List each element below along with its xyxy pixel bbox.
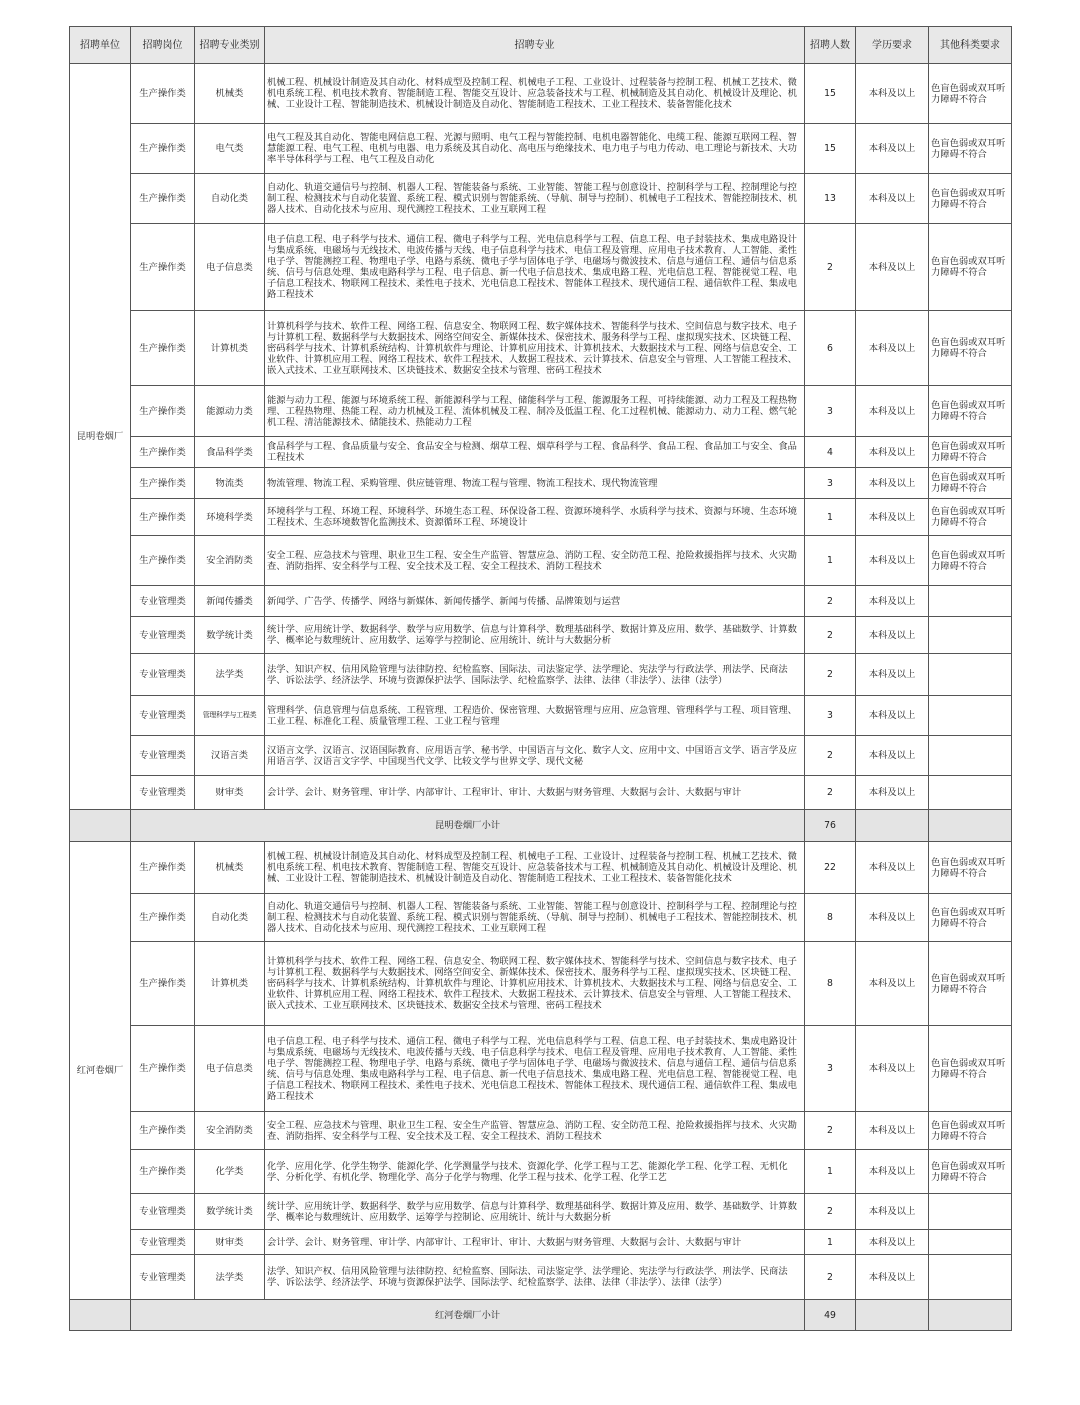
other-requirement-cell: 色盲色弱或双耳听力障碍不符合 [929, 311, 1012, 386]
table-row [70, 617, 1012, 654]
count-cell: 13 [805, 174, 856, 224]
position-cell: 专业管理类 [131, 1194, 195, 1230]
other-requirement-cell: 色盲色弱或双耳听力障碍不符合 [929, 64, 1012, 124]
other-requirement-cell: 色盲色弱或双耳听力障碍不符合 [929, 224, 1012, 311]
header-category: 招聘专业类别 [195, 27, 265, 64]
header-major: 招聘专业 [265, 27, 805, 64]
table-row [70, 311, 1012, 386]
major-cell: 电子信息工程、电子科学与技术、通信工程、微电子科学与工程、光电信息科学与工程、信息工程、电子封装技术、集成电路设计与集成系统、电磁场与无线技术、电波传播与天线、电子信息科学与技术、电信工程及管理、应用电子技术教育、人工智能、柔性电子学、智能测控工程、物理电子学、电路与系统、微电子学与固体电子学、电磁场与微波技术、信息与通信工程、通信与信息系统、信号与信息处理、集成电路科学与工程、电子信息、新一代电子信息技术、集成电路工程、光电信息工程、智能视觉工程、电子信息工程技术、物联网工程技术、柔性电子技术、光电信息工程技术、智能体工程技术、现代通信工程、通信软件工程、集成电路工程技术 [265, 224, 805, 311]
major-cell: 计算机科学与技术、软件工程、网络工程、信息安全、物联网工程、数字媒体技术、智能科学与技术、空间信息与数字技术、电子与计算机工程、数据科学与大数据技术、网络空间安全、新媒体技术、保密技术、服务科学与工程、虚拟现实技术、区块链工程、密码科学与技术、计算机系统结构、计算机软件与理论、计算机应用技术、计算机技术、大数据技术与工程、网络与信息安全、工业软件、计算机应用工程、网络工程技术、软件工程技术、人数据工程技术、云计算技术、信息安全与管理、人工智能工程技术、嵌入式技术、工业互联网技术、区块链技术、数据安全技术与管理、密码工程技术 [265, 311, 805, 386]
other-requirement-cell [929, 696, 1012, 736]
category-cell: 新闻传播类 [195, 586, 265, 617]
count-cell: 3 [805, 468, 856, 499]
unit-cell: 昆明卷烟厂 [70, 64, 131, 810]
major-cell: 物流管理、物流工程、采购管理、供应链管理、物流工程与管理、物流工程技术、现代物流管理 [265, 468, 805, 499]
header-other: 其他科类要求 [929, 27, 1012, 64]
category-cell: 食品科学类 [195, 437, 265, 468]
other-requirement-cell [929, 1194, 1012, 1230]
table-row [70, 124, 1012, 174]
category-cell: 计算机类 [195, 942, 265, 1026]
category-cell: 环境科学类 [195, 499, 265, 536]
position-cell: 生产操作类 [131, 499, 195, 536]
subtotal-blank [70, 1300, 131, 1331]
education-cell: 本科及以上 [856, 386, 929, 437]
table-row [70, 1026, 1012, 1112]
table-row [70, 536, 1012, 586]
subtotal-count: 76 [805, 810, 856, 842]
other-requirement-cell [929, 1255, 1012, 1300]
count-cell: 2 [805, 654, 856, 696]
major-cell: 电气工程及其自动化、智能电网信息工程、光源与照明、电气工程与智能控制、电机电器智能化、电缆工程、能源互联网工程、智慧能源工程、电气工程、电机与电器、电力系统及其自动化、高电压与绝缘技术、电力电子与电力传动、电工理论与新技术、大功率半导体科学与工程、电气工程及自动化 [265, 124, 805, 174]
education-cell: 本科及以上 [856, 842, 929, 894]
table-row [70, 1230, 1012, 1255]
other-requirement-cell [929, 736, 1012, 776]
major-cell: 食品科学与工程、食品质量与安全、食品安全与检测、烟草工程、烟草科学与工程、食品科学、食品工程、食品加工与安全、食品工程技术 [265, 437, 805, 468]
subtotal-blank [856, 810, 929, 842]
table-row [70, 942, 1012, 1026]
position-cell: 生产操作类 [131, 386, 195, 437]
table-row [70, 1255, 1012, 1300]
education-cell: 本科及以上 [856, 124, 929, 174]
category-cell: 自动化类 [195, 894, 265, 942]
education-cell: 本科及以上 [856, 536, 929, 586]
position-cell: 专业管理类 [131, 776, 195, 810]
other-requirement-cell [929, 1230, 1012, 1255]
category-cell: 数学统计类 [195, 1194, 265, 1230]
unit-cell: 红河卷烟厂 [70, 842, 131, 1300]
major-cell: 计算机科学与技术、软件工程、网络工程、信息安全、物联网工程、数字媒体技术、智能科学与技术、空间信息与数字技术、电子与计算机工程、数据科学与大数据技术、网络空间安全、新媒体技术、保密技术、服务科学与工程、虚拟现实技术、区块链工程、密码科学与技术、计算机系统结构、计算机软件与理论、计算机应用技术、计算机技术、大数据技术与工程、网络与信息安全、工业软件、计算机应用工程、网络工程技术、软件工程技术、大数据工程技术、云计算技术、信息安全与管理、人工智能工程技术、嵌入式技术、工业互联网技术、区块链技术、数据安全技术与管理、密码工程技术 [265, 942, 805, 1026]
table-row [70, 776, 1012, 810]
education-cell: 本科及以上 [856, 224, 929, 311]
major-cell: 法学、知识产权、信用风险管理与法律防控、纪检监察、国际法、司法鉴定学、法学理论、宪法学与行政法学、刑法学、民商法学、诉讼法学、经济法学、环境与资源保护法学、国际法学、纪检监察学、法律、法律（非法学）、法律（法学） [265, 1255, 805, 1300]
other-requirement-cell: 色盲色弱或双耳听力障碍不符合 [929, 842, 1012, 894]
header-count: 招聘人数 [805, 27, 856, 64]
major-cell: 会计学、会计、财务管理、审计学、内部审计、工程审计、审计、大数据与财务管理、大数据与会计、大数据与审计 [265, 1230, 805, 1255]
count-cell: 2 [805, 1194, 856, 1230]
count-cell: 1 [805, 1150, 856, 1194]
category-cell: 汉语言类 [195, 736, 265, 776]
education-cell: 本科及以上 [856, 776, 929, 810]
major-cell: 统计学、应用统计学、数据科学、数学与应用数学、信息与计算科学、数理基础科学、数据计算及应用、数学、基础数学、计算数学、概率论与数理统计、应用数学、运筹学与控制论、应用统计、统计与大数据分析 [265, 1194, 805, 1230]
education-cell: 本科及以上 [856, 736, 929, 776]
count-cell: 1 [805, 1230, 856, 1255]
table-body [70, 64, 1012, 1331]
subtotal-blank [929, 1300, 1012, 1331]
position-cell: 生产操作类 [131, 224, 195, 311]
position-cell: 生产操作类 [131, 536, 195, 586]
position-cell: 生产操作类 [131, 437, 195, 468]
education-cell: 本科及以上 [856, 1150, 929, 1194]
other-requirement-cell: 色盲色弱或双耳听力障碍不符合 [929, 1112, 1012, 1150]
subtotal-blank [70, 810, 131, 842]
category-cell: 机械类 [195, 64, 265, 124]
major-cell: 电子信息工程、电子科学与技术、通信工程、微电子科学与工程、光电信息科学与工程、信息工程、电子封装技术、集成电路设计与集成系统、电磁场与无线技术、电波传播与天线、电子信息科学与技术、电信工程及管理、应用电子技术教育、人工智能、柔性电子学、智能测控工程、物理电子学、电路与系统、微电子学与固体电子学、电磁场与微波技术、信息与通信工程、通信与信息系统、信号与信息处理、集成电路科学与工程、电子信息、新一代电子信息技术、集成电路工程、光电信息工程、智能视觉工程、电子信息工程技术、物联网工程技术、柔性电子技术、光电信息工程技术、智能体工程技术、现代通信工程、通信软件工程、集成电路工程技术 [265, 1026, 805, 1112]
category-cell: 电子信息类 [195, 1026, 265, 1112]
major-cell: 安全工程、应急技术与管理、职业卫生工程、安全生产监管、智慧应急、消防工程、安全防范工程、抢险救援指挥与技术、火灾勘查、消防指挥、安全科学与工程、安全技术及工程、安全工程技术、消防工程技术 [265, 1112, 805, 1150]
category-cell: 法学类 [195, 1255, 265, 1300]
category-cell: 安全消防类 [195, 536, 265, 586]
education-cell: 本科及以上 [856, 942, 929, 1026]
category-cell: 财审类 [195, 1230, 265, 1255]
position-cell: 生产操作类 [131, 1026, 195, 1112]
education-cell: 本科及以上 [856, 174, 929, 224]
subtotal-blank [929, 810, 1012, 842]
position-cell: 专业管理类 [131, 736, 195, 776]
count-cell: 22 [805, 842, 856, 894]
education-cell: 本科及以上 [856, 1230, 929, 1255]
other-requirement-cell: 色盲色弱或双耳听力障碍不符合 [929, 1026, 1012, 1112]
category-cell: 财审类 [195, 776, 265, 810]
count-cell: 3 [805, 1026, 856, 1112]
other-requirement-cell [929, 654, 1012, 696]
major-cell: 化学、应用化学、化学生物学、能源化学、化学测量学与技术、资源化学、化学工程与工艺、能源化学工程、化学工程、无机化学、分析化学、有机化学、物理化学、高分子化学与物理、化学工程与技术、化学工程、化学工艺 [265, 1150, 805, 1194]
other-requirement-cell [929, 617, 1012, 654]
table-row [70, 894, 1012, 942]
category-cell: 电气类 [195, 124, 265, 174]
other-requirement-cell: 色盲色弱或双耳听力障碍不符合 [929, 499, 1012, 536]
category-cell: 化学类 [195, 1150, 265, 1194]
count-cell: 2 [805, 1255, 856, 1300]
subtotal-count: 49 [805, 1300, 856, 1331]
position-cell: 生产操作类 [131, 124, 195, 174]
major-cell: 新闻学、广告学、传播学、网络与新媒体、新闻传播学、新闻与传播、品牌策划与运营 [265, 586, 805, 617]
header-row [70, 27, 1012, 64]
other-requirement-cell: 色盲色弱或双耳听力障碍不符合 [929, 174, 1012, 224]
table-row [70, 1194, 1012, 1230]
position-cell: 专业管理类 [131, 654, 195, 696]
education-cell: 本科及以上 [856, 499, 929, 536]
other-requirement-cell: 色盲色弱或双耳听力障碍不符合 [929, 1150, 1012, 1194]
header-education: 学历要求 [856, 27, 929, 64]
count-cell: 3 [805, 696, 856, 736]
table-row [70, 468, 1012, 499]
count-cell: 2 [805, 617, 856, 654]
position-cell: 专业管理类 [131, 696, 195, 736]
other-requirement-cell: 色盲色弱或双耳听力障碍不符合 [929, 468, 1012, 499]
education-cell: 本科及以上 [856, 311, 929, 386]
education-cell: 本科及以上 [856, 1194, 929, 1230]
major-cell: 会计学、会计、财务管理、审计学、内部审计、工程审计、审计、大数据与财务管理、大数据与会计、大数据与审计 [265, 776, 805, 810]
subtotal-label: 红河卷烟厂小计 [131, 1300, 805, 1331]
subtotal-row [70, 810, 1012, 842]
other-requirement-cell: 色盲色弱或双耳听力障碍不符合 [929, 942, 1012, 1026]
position-cell: 生产操作类 [131, 942, 195, 1026]
category-cell: 管理科学与工程类 [195, 696, 265, 736]
education-cell: 本科及以上 [856, 1026, 929, 1112]
education-cell: 本科及以上 [856, 1112, 929, 1150]
major-cell: 机械工程、机械设计制造及其自动化、材料成型及控制工程、机械电子工程、工业设计、过程装备与控制工程、机械工艺技术、微机电系统工程、机电技术教育、智能制造工程、智能交互设计、应急装备技术与工程、机械制造及其自动化、机械设计及理论、机械、工业设计工程、智能制造技术、机械设计制造及自动化、智能制造工程技术、工业工程技术、装备智能化技术 [265, 64, 805, 124]
position-cell: 生产操作类 [131, 1112, 195, 1150]
position-cell: 生产操作类 [131, 311, 195, 386]
education-cell: 本科及以上 [856, 654, 929, 696]
table-row [70, 499, 1012, 536]
count-cell: 3 [805, 386, 856, 437]
major-cell: 环境科学与工程、环境工程、环境科学、环境生态工程、环保设备工程、资源环境科学、水质科学与技术、资源与环境、生态环境工程技术、生态环境数智化监测技术、资源循环工程、环境设计 [265, 499, 805, 536]
position-cell: 专业管理类 [131, 1255, 195, 1300]
major-cell: 汉语言文学、汉语言、汉语国际教育、应用语言学、秘书学、中国语言与文化、数字人文、应用中文、中国语言文学、语言学及应用语言学、汉语言文字学、中国现当代文学、比较文学与世界文学、现代文秘 [265, 736, 805, 776]
count-cell: 15 [805, 124, 856, 174]
count-cell: 8 [805, 942, 856, 1026]
major-cell: 机械工程、机械设计制造及其自动化、材料成型及控制工程、机械电子工程、工业设计、过程装备与控制工程、机械工艺技术、微机电系统工程、机电技术教育、智能制造工程、智能交互设计、应急装备技术与工程、机械制造及其自动化、机械设计及理论、机械、工业设计工程、智能制造技术、机械设计制造及自动化、智能制造工程技术、工业工程技术、装备智能化技术 [265, 842, 805, 894]
category-cell: 自动化类 [195, 174, 265, 224]
table-row [70, 386, 1012, 437]
count-cell: 2 [805, 1112, 856, 1150]
position-cell: 生产操作类 [131, 842, 195, 894]
major-cell: 自动化、轨道交通信号与控制、机器人工程、智能装备与系统、工业智能、智能工程与创意设计、控制科学与工程、控制理论与控制工程、检测技术与自动化装置、系统工程、模式识别与智能系统、（导航、制导与控制）、机械电子工程技术、智能控制技术、机器人技术、自动化技术与应用、现代测控工程技术、工业互联网工程 [265, 894, 805, 942]
other-requirement-cell [929, 776, 1012, 810]
header-position: 招聘岗位 [131, 27, 195, 64]
subtotal-row [70, 1300, 1012, 1331]
table-row [70, 437, 1012, 468]
category-cell: 法学类 [195, 654, 265, 696]
recruitment-table [69, 26, 1012, 1331]
table-row [70, 842, 1012, 894]
position-cell: 专业管理类 [131, 617, 195, 654]
count-cell: 6 [805, 311, 856, 386]
table-row [70, 64, 1012, 124]
count-cell: 1 [805, 536, 856, 586]
category-cell: 计算机类 [195, 311, 265, 386]
header-unit: 招聘单位 [70, 27, 131, 64]
major-cell: 自动化、轨道交通信号与控制、机器人工程、智能装备与系统、工业智能、智能工程与创意设计、控制科学与工程、控制理论与控制工程、检测技术与自动化装置、系统工程、模式识别与智能系统、（导航、制导与控制）、机械电子工程技术、智能控制技术、机器人技术、自动化技术与应用、现代测控工程技术、工业互联网工程 [265, 174, 805, 224]
other-requirement-cell: 色盲色弱或双耳听力障碍不符合 [929, 124, 1012, 174]
position-cell: 生产操作类 [131, 1150, 195, 1194]
education-cell: 本科及以上 [856, 894, 929, 942]
count-cell: 2 [805, 586, 856, 617]
other-requirement-cell: 色盲色弱或双耳听力障碍不符合 [929, 894, 1012, 942]
count-cell: 8 [805, 894, 856, 942]
subtotal-label: 昆明卷烟厂小计 [131, 810, 805, 842]
category-cell: 安全消防类 [195, 1112, 265, 1150]
education-cell: 本科及以上 [856, 586, 929, 617]
category-cell: 电子信息类 [195, 224, 265, 311]
position-cell: 生产操作类 [131, 468, 195, 499]
education-cell: 本科及以上 [856, 1255, 929, 1300]
category-cell: 数学统计类 [195, 617, 265, 654]
major-cell: 法学、知识产权、信用风险管理与法律防控、纪检监察、国际法、司法鉴定学、法学理论、宪法学与行政法学、刑法学、民商法学、诉讼法学、经济法学、环境与资源保护法学、国际法学、纪检监察学、法律、法律（非法学）、法律（法学） [265, 654, 805, 696]
count-cell: 2 [805, 224, 856, 311]
major-cell: 管理科学、信息管理与信息系统、工程管理、工程造价、保密管理、大数据管理与应用、应急管理、管理科学与工程、项目管理、工业工程、标准化工程、质量管理工程、工业工程与管理 [265, 696, 805, 736]
count-cell: 2 [805, 776, 856, 810]
table-row [70, 224, 1012, 311]
subtotal-blank [856, 1300, 929, 1331]
other-requirement-cell: 色盲色弱或双耳听力障碍不符合 [929, 536, 1012, 586]
count-cell: 4 [805, 437, 856, 468]
category-cell: 物流类 [195, 468, 265, 499]
table-row [70, 586, 1012, 617]
count-cell: 2 [805, 736, 856, 776]
table-row [70, 1150, 1012, 1194]
position-cell: 生产操作类 [131, 174, 195, 224]
count-cell: 1 [805, 499, 856, 536]
major-cell: 安全工程、应急技术与管理、职业卫生工程、安全生产监管、智慧应急、消防工程、安全防范工程、抢险救援指挥与技术、火灾勘查、消防指挥、安全科学与工程、安全技术及工程、安全工程技术、消防工程技术 [265, 536, 805, 586]
category-cell: 机械类 [195, 842, 265, 894]
position-cell: 专业管理类 [131, 586, 195, 617]
category-cell: 能源动力类 [195, 386, 265, 437]
position-cell: 生产操作类 [131, 64, 195, 124]
major-cell: 统计学、应用统计学、数据科学、数学与应用数学、信息与计算科学、数理基础科学、数据计算及应用、数学、基础数学、计算数学、概率论与数理统计、应用数学、运筹学与控制论、应用统计、统计与大数据分析 [265, 617, 805, 654]
education-cell: 本科及以上 [856, 696, 929, 736]
position-cell: 专业管理类 [131, 1230, 195, 1255]
count-cell: 15 [805, 64, 856, 124]
other-requirement-cell [929, 586, 1012, 617]
position-cell: 生产操作类 [131, 894, 195, 942]
table-row [70, 696, 1012, 736]
education-cell: 本科及以上 [856, 64, 929, 124]
other-requirement-cell: 色盲色弱或双耳听力障碍不符合 [929, 386, 1012, 437]
education-cell: 本科及以上 [856, 617, 929, 654]
education-cell: 本科及以上 [856, 468, 929, 499]
table-row [70, 736, 1012, 776]
major-cell: 能源与动力工程、能源与环境系统工程、新能源科学与工程、储能科学与工程、能源服务工程、可持续能源、动力工程及工程热物理、工程热物理、热能工程、动力机械及工程、流体机械及工程、制冷及低温工程、化工过程机械、能源动力、动力工程、燃气轮机工程、清洁能源技术、储能技术、热能动力工程 [265, 386, 805, 437]
table-row [70, 1112, 1012, 1150]
other-requirement-cell: 色盲色弱或双耳听力障碍不符合 [929, 437, 1012, 468]
table-row [70, 174, 1012, 224]
education-cell: 本科及以上 [856, 437, 929, 468]
table-row [70, 654, 1012, 696]
